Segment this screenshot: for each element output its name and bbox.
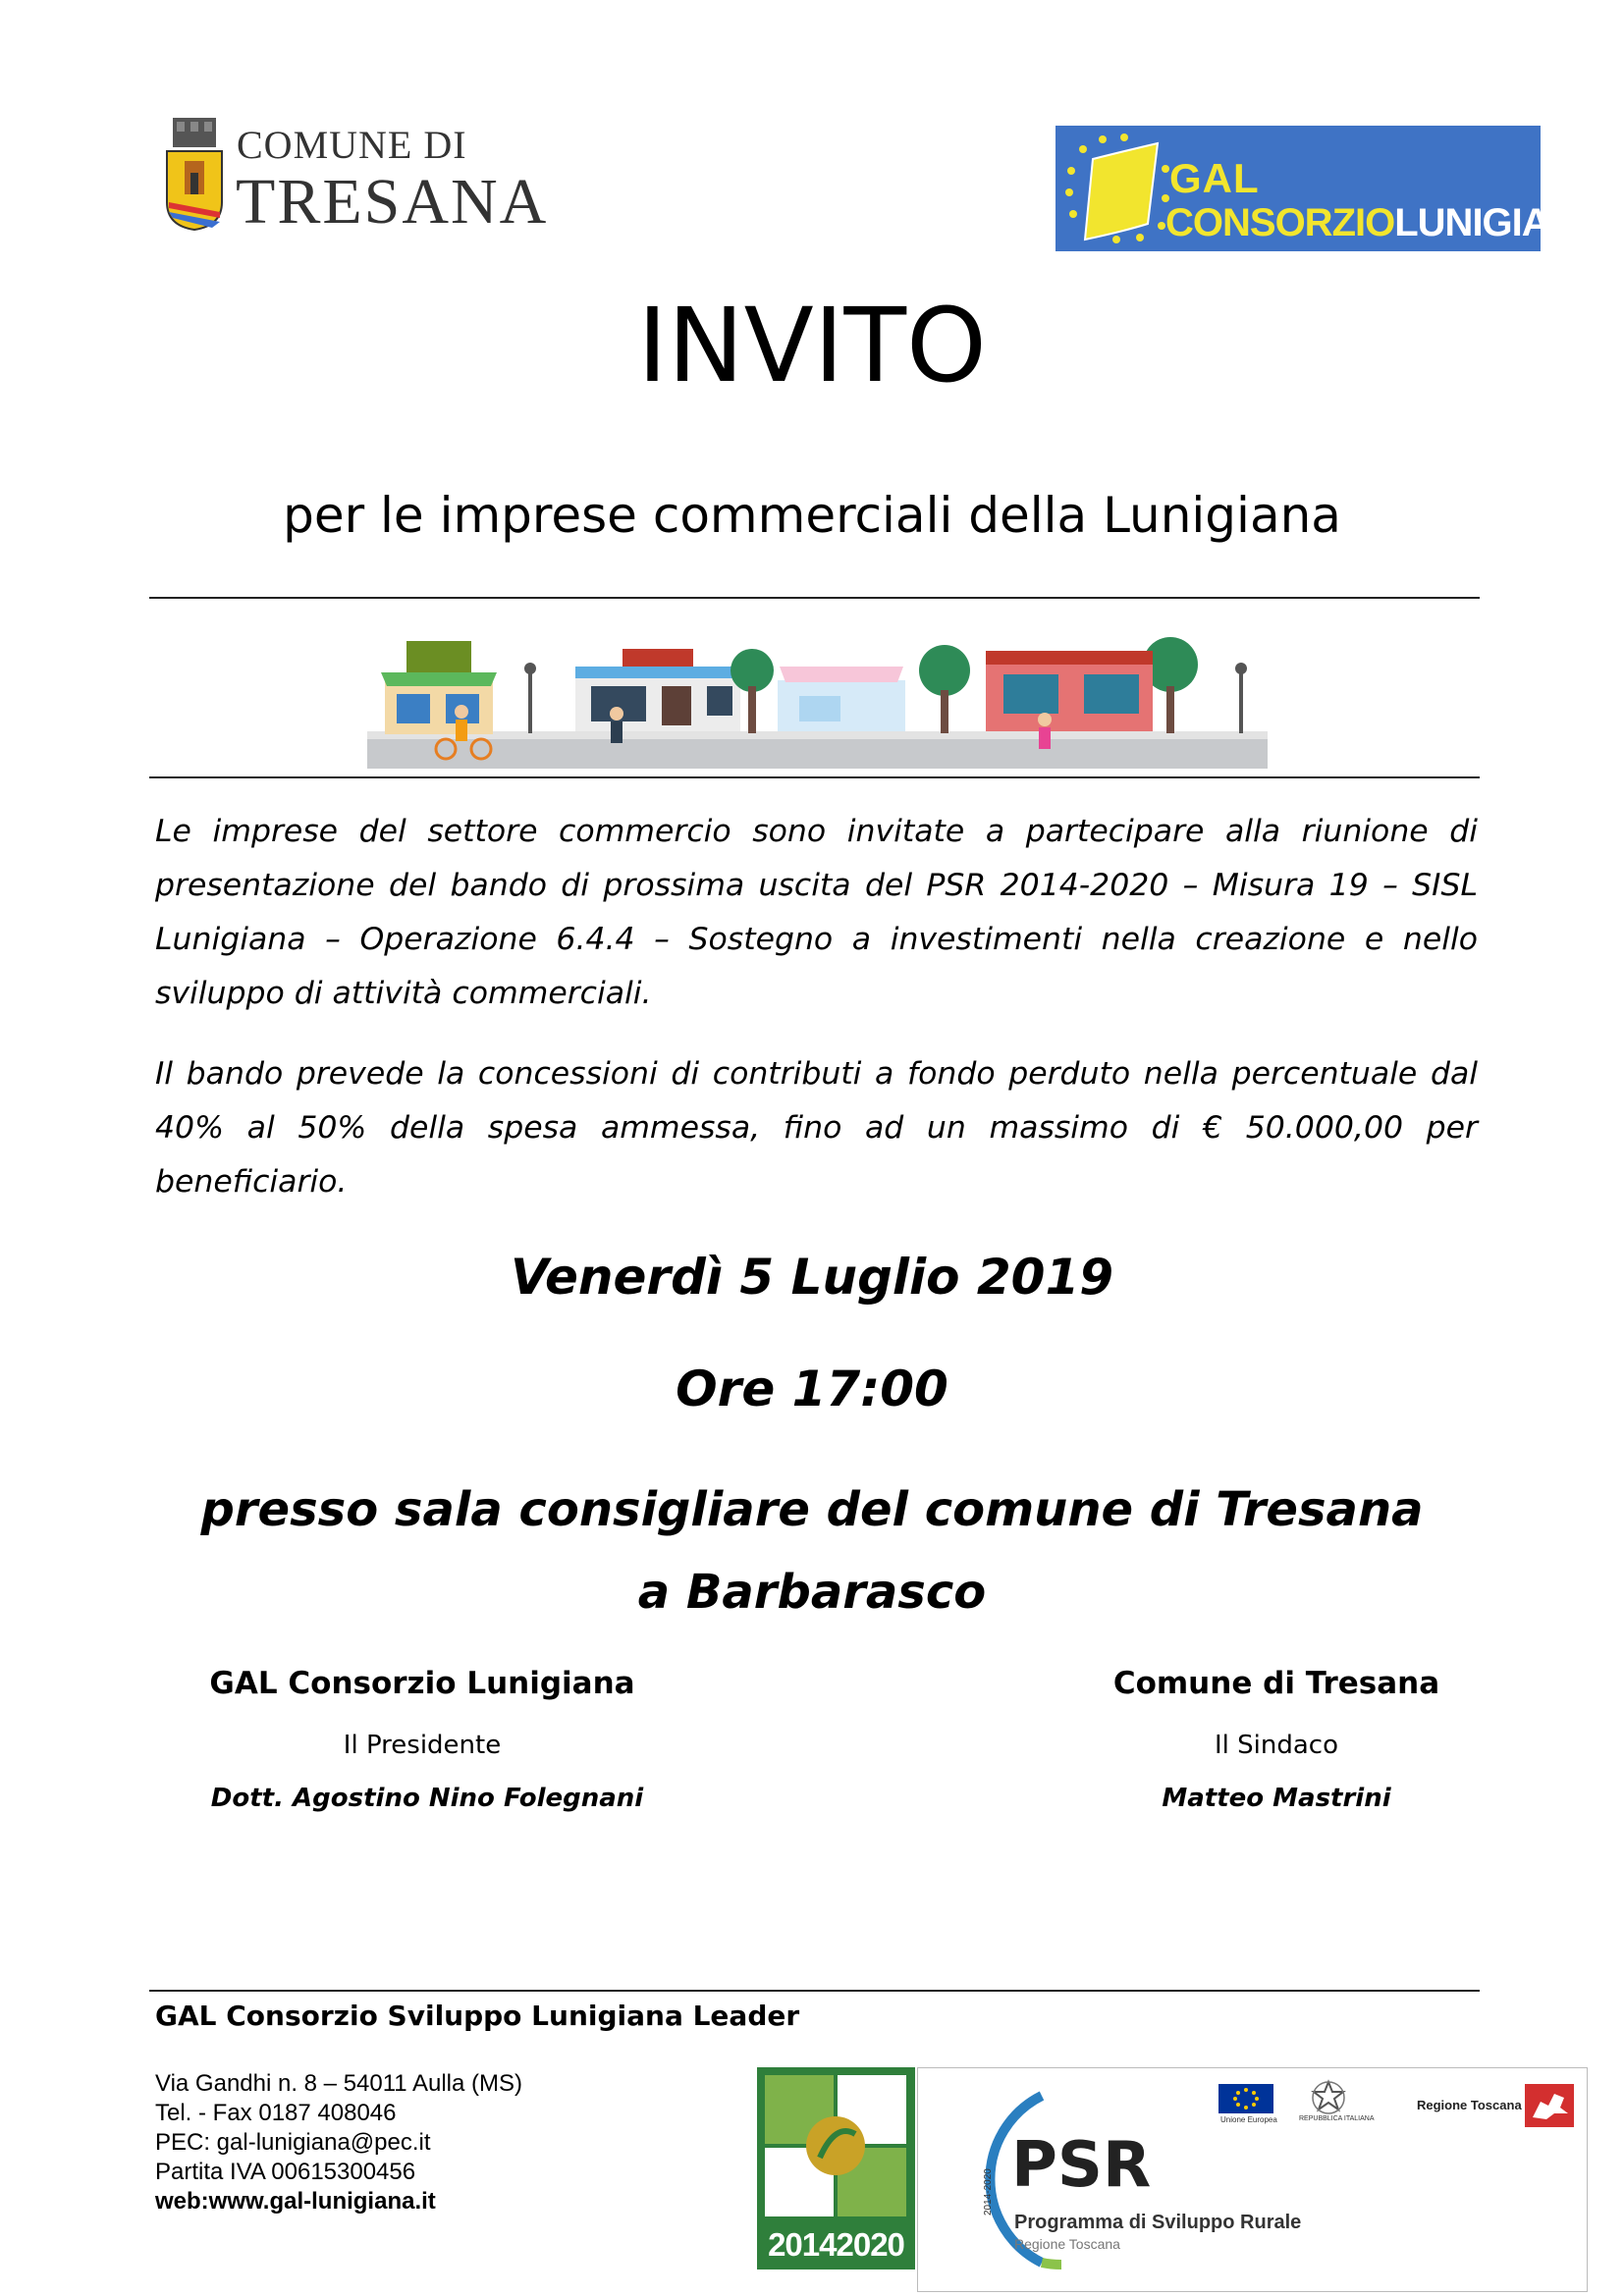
signature-left-org: GAL Consorzio Lunigiana <box>209 1666 635 1701</box>
footer-title: GAL Consorzio Sviluppo Lunigiana Leader <box>155 2000 800 2032</box>
eu-flag-small-icon <box>1218 2084 1273 2113</box>
gal-logo <box>1056 126 1604 251</box>
gal-logo-line1: GAL <box>1169 155 1260 201</box>
gal-logo-line2 <box>1165 201 1603 245</box>
psr-logo-title: PSR <box>1011 2129 1152 2202</box>
italy-label: REPUBBLICA ITALIANA <box>1299 2115 1375 2122</box>
tresana-logo-line1: COMUNE DI <box>237 123 467 167</box>
leader-logo-icon <box>757 2067 915 2224</box>
pegasus-icon <box>1525 2084 1574 2127</box>
divider-middle <box>149 776 1480 778</box>
page-title: INVITO <box>637 286 987 405</box>
footer-vat: Partita IVA 00615300456 <box>155 2159 416 2185</box>
psr-logo <box>917 2067 1588 2292</box>
divider-footer <box>149 1990 1480 1992</box>
tresana-logo-line2: TRESANA <box>236 166 549 238</box>
event-time: Ore 17:00 <box>676 1361 948 1417</box>
footer-web-link[interactable]: web:www.gal-lunigiana.it <box>155 2188 436 2215</box>
shop-street-illustration <box>367 631 1268 769</box>
psr-logo-line1: Programma di Sviluppo Rurale <box>1014 2212 1302 2233</box>
leader-logo <box>757 2067 915 2269</box>
gal-logo-consorzio: CONSORZIO <box>1165 201 1395 244</box>
signature-right-role: Il Sindaco <box>1214 1731 1338 1760</box>
event-place: presso sala consigliare del comune di Tresana a Barbarasco <box>200 1482 1424 1620</box>
divider-top <box>149 597 1480 599</box>
gal-logo-lunigiana: LUNIGIANA <box>1394 201 1604 244</box>
coat-of-arms-icon <box>163 116 226 232</box>
regione-toscana-label: Regione Toscana <box>1417 2098 1522 2112</box>
footer-pec: PEC: gal-lunigiana@pec.it <box>155 2129 431 2156</box>
event-date: Venerdì 5 Luglio 2019 <box>510 1249 1114 1306</box>
psr-logo-years: 2014-2020 <box>983 2168 994 2216</box>
eu-label: Unione Europea <box>1220 2115 1277 2124</box>
leader-logo-years: 20142020 <box>768 2226 904 2263</box>
signature-left-role: Il Presidente <box>343 1731 502 1760</box>
footer-phone: Tel. - Fax 0187 408046 <box>155 2100 397 2126</box>
italian-emblem-icon <box>1311 2080 1346 2115</box>
body-paragraph-2: Il bando prevede la concessioni di contributi a fondo perduto nella percentuale dal 40% al 50% della spesa ammessa, fino ad un massimo di € 50.000,00 per beneficiario. <box>155 1056 1478 1200</box>
eu-flag-icon <box>1063 130 1171 247</box>
signature-left-name: Dott. Agostino Nino Folegnani <box>210 1784 644 1813</box>
psr-logo-line2: Regione Toscana <box>1014 2236 1120 2252</box>
signature-right-org: Comune di Tresana <box>1112 1666 1440 1701</box>
page-subtitle: per le imprese commerciali della Lunigiana <box>283 487 1341 544</box>
body-paragraph-1: Le imprese del settore commercio sono invitate a partecipare alla riunione di presentazione del bando di prossima uscita del PSR 2014-2020 – Misura 19 – SISL Lunigiana – Operazione 6.4.4 – Sostegno a investimenti nella creazione e nello sviluppo di attività commerciali. <box>155 814 1478 1011</box>
footer-address: Via Gandhi n. 8 – 54011 Aulla (MS) <box>155 2070 523 2097</box>
signature-right-name: Matteo Mastrini <box>1162 1784 1391 1813</box>
